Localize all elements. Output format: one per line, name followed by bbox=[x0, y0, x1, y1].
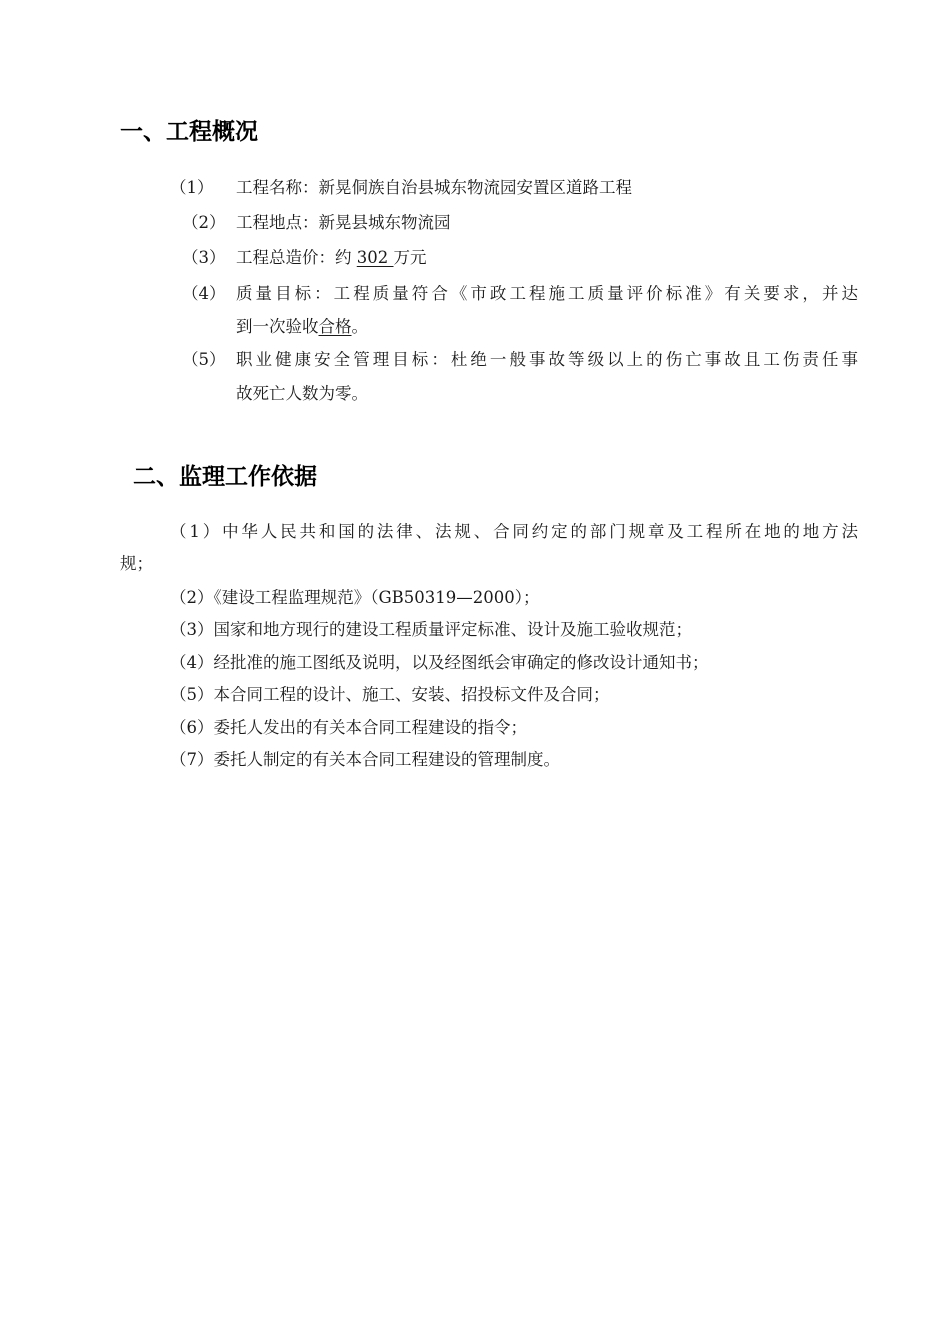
item-2-text: 工程地点：新晃县城东物流园 bbox=[236, 213, 451, 232]
basis-4: （4）经批准的施工图纸及说明，以及经图纸会审确定的修改设计通知书； bbox=[170, 653, 709, 672]
item-3-text bbox=[236, 246, 427, 270]
item-4-number: （4） bbox=[182, 284, 226, 303]
basis-3: （3）国家和地方现行的建设工程质量评定标准、设计及施工验收规范； bbox=[170, 620, 692, 639]
section-1-heading: 一、工程概况 bbox=[120, 119, 258, 145]
item-4-line-2-after: 。 bbox=[351, 317, 368, 336]
basis-5: （5）本合同工程的设计、施工、安装、招投标文件及合同； bbox=[170, 685, 610, 704]
item-3-text-after: 万元 bbox=[393, 248, 427, 267]
item-4-line-1: 质量目标：工程质量符合《市政工程施工质量评价标准》有关要求，并达 bbox=[236, 284, 858, 303]
item-5-line-2: 故死亡人数为零。 bbox=[236, 384, 368, 403]
basis-1-line-1: （1）中华人民共和国的法律、法规、合同约定的部门规章及工程所在地的地方法 bbox=[170, 522, 858, 541]
item-1-text: 工程名称：新晃侗族自治县城东物流园安置区道路工程 bbox=[236, 178, 632, 197]
item-5-number: （5） bbox=[182, 350, 226, 369]
basis-6: （6）委托人发出的有关本合同工程建设的指令； bbox=[170, 718, 527, 737]
item-4-line-2 bbox=[236, 315, 368, 339]
item-2-number: （2） bbox=[182, 213, 226, 232]
item-3-text-before: 工程总造价：约 bbox=[236, 248, 357, 267]
basis-1-line-2: 规； bbox=[120, 554, 153, 573]
item-1-number: （1） bbox=[170, 178, 214, 197]
item-3-cost-value: 302 bbox=[356, 248, 394, 267]
basis-2: （2）《建设工程监理规范》（GB50319—2000）； bbox=[170, 588, 540, 607]
item-3-number: （3） bbox=[182, 248, 226, 267]
item-5-line-1: 职业健康安全管理目标：杜绝一般事故等级以上的伤亡事故且工伤责任事 bbox=[236, 350, 858, 369]
section-2-heading: 二、监理工作依据 bbox=[133, 464, 317, 490]
item-4-quality-target: 合格 bbox=[318, 317, 352, 336]
item-4-line-2-before: 到一次验收 bbox=[236, 317, 319, 336]
basis-7: （7）委托人制定的有关本合同工程建设的管理制度。 bbox=[170, 750, 560, 769]
